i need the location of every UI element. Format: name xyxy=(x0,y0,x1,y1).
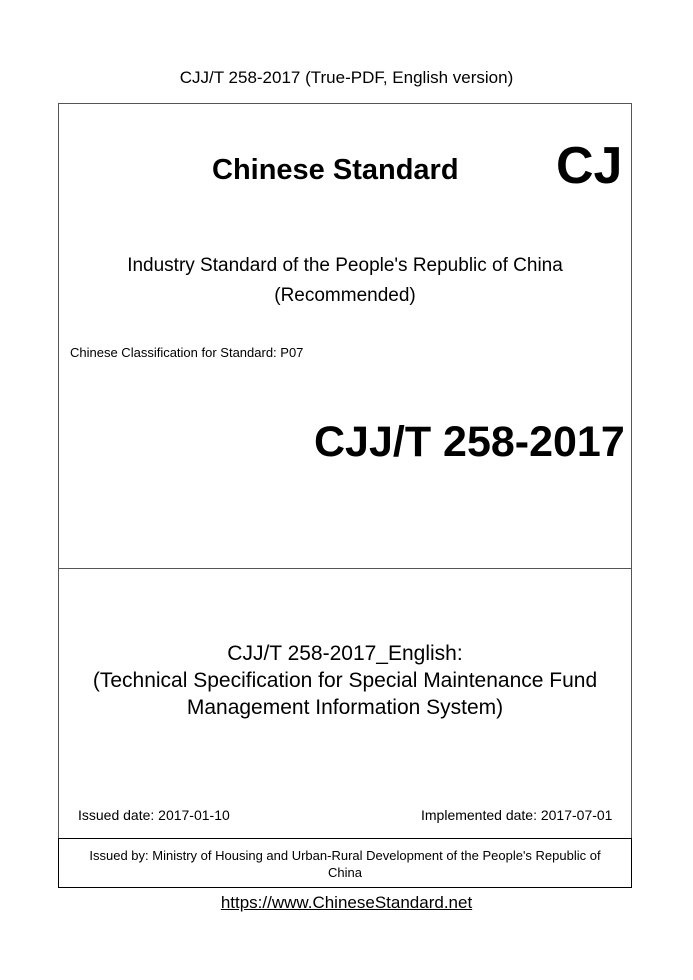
issuer-text xyxy=(58,847,632,881)
issued-date: Issued date: 2017-01-10 xyxy=(78,807,230,823)
issuer-line-1: Issued by: Ministry of Housing and Urban-Rural Development of the People's Republic of xyxy=(89,848,601,863)
footer xyxy=(0,893,693,913)
standard-category-code: CJ xyxy=(556,137,623,195)
website-link[interactable]: https://www.ChineseStandard.net xyxy=(220,893,473,912)
subtitle-line-1: Industry Standard of the People's Republic of China xyxy=(127,255,563,276)
title-line-1: CJJ/T 258-2017_English: xyxy=(227,642,463,665)
document-type: Chinese Standard xyxy=(212,154,459,186)
title-line-2: (Technical Specification for Special Maintenance Fund xyxy=(92,669,598,692)
issuer-line-2: China xyxy=(328,865,362,880)
classification-text: Chinese Classification for Standard: P07 xyxy=(70,345,304,360)
implemented-date: Implemented date: 2017-07-01 xyxy=(421,807,613,823)
title-line-3: Management Information System) xyxy=(186,696,504,719)
running-header: CJJ/T 258-2017 (True-PDF, English version) xyxy=(179,68,514,87)
subtitle-line-2: (Recommended) xyxy=(274,285,416,306)
standard-code: CJJ/T 258-2017 xyxy=(314,418,625,466)
